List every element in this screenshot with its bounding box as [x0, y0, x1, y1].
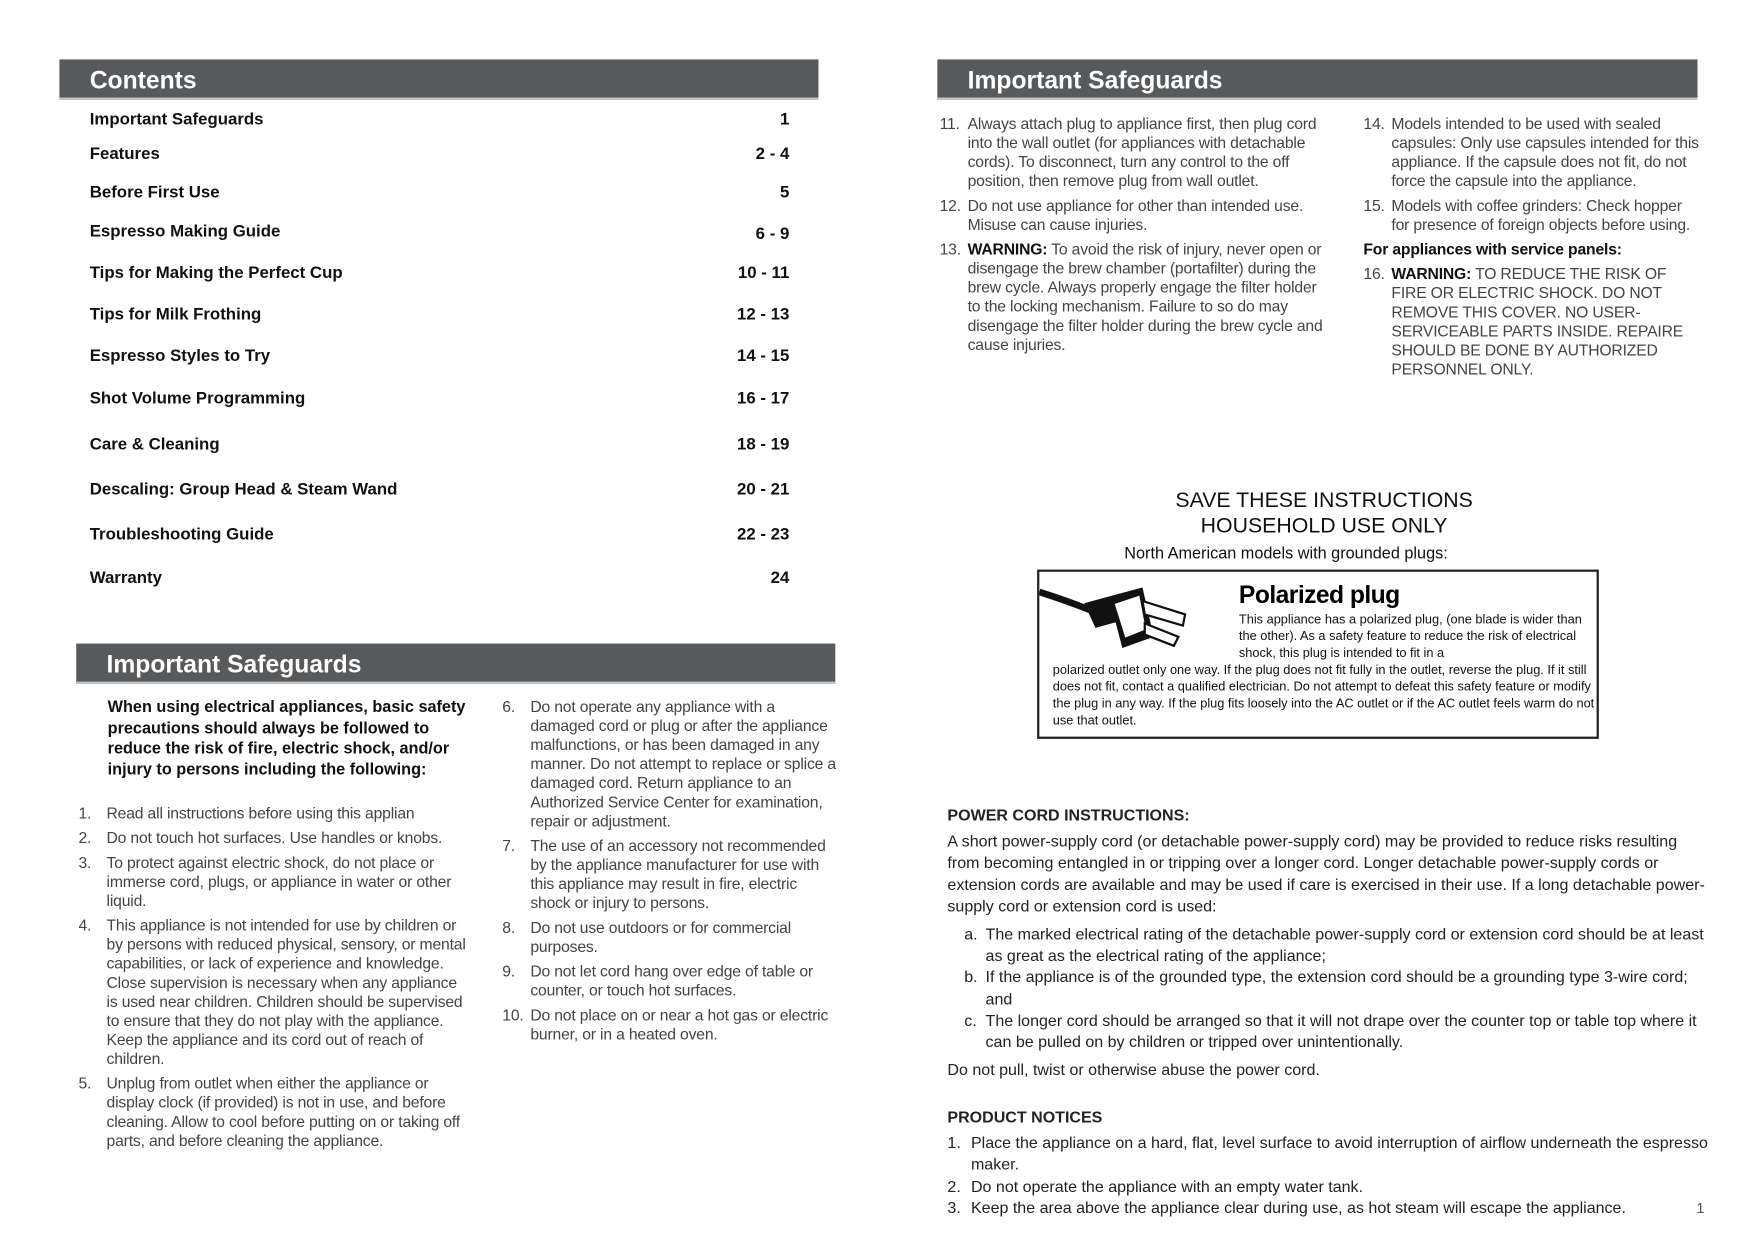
item-text: Do not operate the appliance with an empty water tank. — [970, 1177, 1364, 1196]
toc-label: Tips for Milk Frothing — [89, 304, 262, 325]
item-number: 15. — [1363, 196, 1385, 215]
item-number: 1. — [947, 1134, 961, 1153]
toc-page: 12 - 13 — [736, 304, 790, 325]
toc-entry[interactable] — [89, 221, 790, 244]
list-item — [947, 1134, 1709, 1177]
item-text: Do not use appliance for other than intended use. Misuse can cause injuries. — [967, 196, 1304, 234]
item-number: 6. — [502, 697, 516, 716]
toc-entry[interactable] — [90, 525, 790, 544]
list-item — [947, 968, 1709, 1011]
toc-entry[interactable] — [90, 110, 790, 129]
toc-page: 10 - 11 — [737, 263, 790, 283]
list-item — [947, 1177, 1709, 1199]
toc-entry[interactable] — [90, 183, 790, 202]
item-number: 11. — [939, 114, 960, 133]
item-text: Always attach plug to appliance first, then plug cord into the wall outlet (for appliances with detachable cords). To disconnect, turn any control to the off position, then remove plug from wall outlet. — [967, 114, 1317, 190]
item-text: Place the appliance on a hard, flat, level surface to avoid interruption of airflow underneath the espresso maker. — [970, 1134, 1708, 1175]
item-text: Do not operate any appliance with a damaged cord or plug or after the appliance malfunctions, or has been damaged in any manner. Do not attempt to replace or splice a damaged cord. Return appliance to an Authorized Service Center for examination, repair or adjustment. — [530, 697, 836, 830]
list-item — [1363, 265, 1699, 379]
toc-label: Features — [89, 144, 160, 164]
list-item — [1363, 196, 1699, 234]
item-text: Models intended to be used with sealed capsules: Only use capsules intended for this appliance. If the capsule does not fit, do not force the capsule into the appliance. — [1391, 114, 1699, 190]
item-text: Read all instructions before using this applian — [106, 803, 415, 822]
item-number: 3. — [947, 1199, 961, 1218]
toc-label: Shot Volume Programming — [89, 389, 306, 409]
list-item — [502, 1006, 838, 1044]
list-item — [502, 918, 838, 956]
warning-label: WARNING: — [967, 239, 1048, 258]
item-text: The use of an accessory not recommended by the appliance manufacturer for use with this appliance may result in fire, electric shock or injury to persons. — [530, 836, 826, 912]
safeguards-intro: When using electrical appliances, basic safety precautions should always be followed to reduce the risk of fire, electric shock, and/or injury to persons including the following: — [107, 698, 466, 779]
toc-label: Important Safeguards — [89, 109, 264, 129]
toc-entry[interactable] — [90, 145, 790, 164]
list-item — [78, 829, 470, 848]
save-instructions — [1121, 488, 1527, 540]
save-line-1: SAVE THESE INSTRUCTIONS — [1175, 488, 1473, 513]
toc-label: Troubleshooting Guide — [89, 524, 274, 544]
list-item — [947, 925, 1709, 968]
item-number: 8. — [502, 918, 516, 937]
service-panels-heading: For appliances with service panels: — [1363, 239, 1622, 258]
list-item — [78, 853, 470, 910]
list-item — [502, 697, 838, 830]
toc-entry[interactable] — [90, 346, 790, 365]
list-item — [1363, 114, 1699, 190]
item-number: 2. — [78, 828, 92, 847]
item-text: The marked electrical rating of the detachable power-supply cord or extension cord should be at least as great as the electrical rating of the appliance; — [985, 926, 1704, 966]
list-item — [78, 804, 470, 823]
item-number: 5. — [78, 1074, 92, 1093]
safeguards-list-col1 — [78, 804, 470, 1156]
safeguards-list-col2 — [502, 697, 838, 1049]
product-notices — [947, 1108, 1709, 1220]
safeguards-title: Important Safeguards — [106, 650, 362, 679]
toc-page: 22 - 23 — [736, 524, 790, 544]
item-text: Do not let cord hang over edge of table or counter, or touch hot surfaces. — [530, 961, 813, 999]
item-text: Keep the area above the appliance clear during use, as hot steam will escape the appliance. — [970, 1199, 1626, 1218]
toc-label: Before First Use — [89, 182, 220, 202]
toc-label: Care & Cleaning — [89, 435, 220, 455]
toc-page: 20 - 21 — [736, 479, 790, 499]
toc-page: 1 — [779, 109, 790, 129]
list-item — [940, 240, 1327, 354]
toc-label: Tips for Making the Perfect Cup — [89, 263, 343, 283]
item-number: 3. — [78, 853, 92, 872]
toc-entry[interactable] — [90, 435, 790, 454]
polarized-plug-text-bottom: polarized outlet only one way. If the plug does not fit fully in the outlet, reverse the plug. If it still does not fit, contact a qualified electrician. Do not attempt to defeat this safety feature or modify the plug in any way. If the plug fits loosely into the AC outlet or if the AC outlet feels warm do not use that outlet. — [1052, 663, 1595, 728]
power-cord-instructions — [947, 806, 1709, 1082]
item-number: 16. — [1363, 264, 1385, 283]
list-item — [78, 1074, 470, 1150]
item-number: c. — [964, 1012, 977, 1031]
toc-label: Descaling: Group Head & Steam Wand — [89, 479, 398, 499]
toc-page: 5 — [779, 182, 790, 202]
item-text: Models with coffee grinders: Check hopper for presence of foreign objects before using. — [1391, 196, 1691, 234]
item-number: b. — [964, 969, 978, 988]
toc-entry[interactable] — [90, 480, 790, 499]
page-number: 1 — [1696, 1199, 1705, 1217]
item-text: If the appliance is of the grounded type, the extension cord should be a grounding type 3-wire cord; and — [985, 969, 1688, 1009]
warning-label: WARNING: — [1391, 264, 1472, 283]
list-item — [502, 962, 838, 1000]
toc-page: 2 - 4 — [755, 144, 790, 164]
toc-entry[interactable] — [90, 568, 790, 587]
plug-icon — [1039, 581, 1230, 659]
save-line-2: HOUSEHOLD USE ONLY — [1200, 514, 1448, 539]
polarized-plug-title: Polarized plug — [1238, 580, 1400, 609]
item-text: TO REDUCE THE RISK OF FIRE OR ELECTRIC SHOCK. DO NOT REMOVE THIS COVER. NO USER-SERVICEABLE PARTS INSIDE. REPAIRE SHOULD BE DONE BY AUTHORIZED PERSONNEL ONLY. — [1391, 264, 1684, 378]
north-american-note: North American models with grounded plugs: — [1124, 544, 1448, 563]
item-number: 12. — [939, 196, 961, 215]
item-text: To protect against electric shock, do not place or immerse cord, plugs, or appliance in water or other liquid. — [106, 853, 452, 910]
item-number: 7. — [502, 836, 516, 855]
item-number: 4. — [78, 916, 92, 934]
toc-entry[interactable] — [90, 305, 790, 324]
item-number: 9. — [502, 961, 516, 980]
toc-entry[interactable] — [90, 263, 790, 282]
list-item — [947, 1198, 1709, 1220]
contents-header — [59, 59, 818, 99]
item-number: 2. — [947, 1177, 961, 1196]
polarized-plug-text-top: This appliance has a polarized plug, (one blade is wider than the other). As a safety feature to reduce the risk of electrical shock, this plug is intended to fit in a — [1238, 613, 1582, 661]
toc-page: 6 - 9 — [755, 224, 790, 244]
toc-page: 16 - 17 — [736, 389, 790, 409]
list-item — [502, 836, 838, 912]
product-notices-heading: PRODUCT NOTICES — [947, 1108, 1103, 1127]
safeguards-header-left — [76, 644, 835, 684]
item-text: Do not place on or near a hot gas or electric burner, or in a heated oven. — [530, 1005, 829, 1043]
toc-entry[interactable] — [90, 389, 790, 408]
toc-page: 14 - 15 — [736, 346, 790, 366]
item-number: 13. — [939, 239, 961, 258]
list-item — [940, 114, 1327, 190]
power-cord-paragraph: A short power-supply cord (or detachable power-supply cord) may be provided to reduce risks resulting from becoming entangled in or tripping over a longer cord. Longer detachable power-supply cords or extension cords are available and may be used if care is exercised in their use. If a long detachable power-supply cord or extension cord is used: — [947, 833, 1705, 916]
toc-page: 24 — [770, 568, 790, 588]
item-text: The longer cord should be arranged so that it will not drape over the counter top or table top where it can be pulled on by children or tripped over unintentionally. — [985, 1012, 1697, 1052]
safeguards-list-col3 — [940, 114, 1327, 360]
item-text: Do not touch hot surfaces. Use handles or knobs. — [106, 828, 443, 847]
polarized-plug-notice — [1037, 570, 1599, 739]
toc-label: Espresso Styles to Try — [89, 346, 271, 366]
item-text: To avoid the risk of injury, never open or disengage the brew chamber (portafilter) during the brew cycle. Always properly engage the filter holder to the locking mechanism. Failure to so do may disengage the filter holder during the brew cycle and cause injuries. — [967, 239, 1323, 354]
item-number: 1. — [78, 803, 92, 822]
safeguards-title-right: Important Safeguards — [967, 66, 1223, 95]
list-item — [78, 916, 470, 1068]
toc-label: Espresso Making Guide — [89, 221, 281, 242]
toc-page: 18 - 19 — [736, 435, 790, 455]
list-item — [947, 1011, 1709, 1054]
item-number: 14. — [1363, 114, 1385, 133]
safeguards-header-right — [937, 59, 1697, 99]
item-text: This appliance is not intended for use by children or by persons with reduced physical, sensory, or mental capabilities, or lack of experience and knowledge. Close supervision is necessary when any appliance is used near children. Children should be supervised to ensure that they do not play with the appliance. Keep the appliance and its cord out of reach of children. — [106, 916, 466, 1068]
item-number: 10. — [502, 1005, 524, 1024]
item-text: Do not use outdoors or for commercial purposes. — [530, 918, 792, 956]
safeguards-list-col4 — [1363, 114, 1699, 384]
item-text: Unplug from outlet when either the appliance or display clock (if provided) is not in use, and before cleaning. Allow to cool before putting on or taking off parts, and before cleaning the appliance. — [106, 1074, 460, 1150]
item-number: a. — [964, 926, 978, 945]
contents-title: Contents — [89, 66, 197, 95]
power-cord-closing: Do not pull, twist or otherwise abuse the power cord. — [947, 1062, 1320, 1080]
power-cord-heading: POWER CORD INSTRUCTIONS: — [947, 807, 1190, 826]
list-item — [940, 196, 1327, 234]
toc-label: Warranty — [89, 568, 162, 588]
